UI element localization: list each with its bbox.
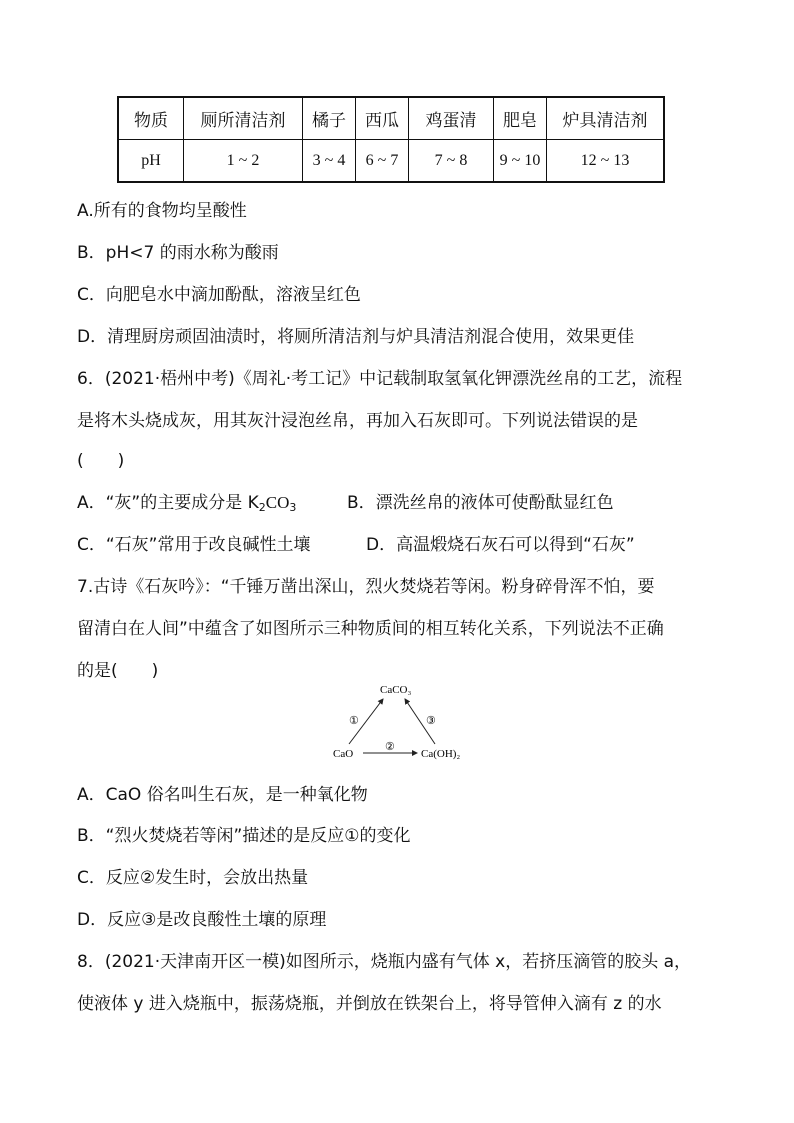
table-cell: 厕所清洁剂 <box>184 97 303 140</box>
table-cell: 12 ~ 13 <box>547 140 665 183</box>
node-cao: CaO <box>333 748 354 760</box>
q5-option-b: B．pH<7 的雨水称为酸雨 <box>77 243 279 263</box>
q6-option-a-sub: 2 <box>258 501 266 514</box>
table-cell: 1 ~ 2 <box>184 140 303 183</box>
label-step-2: ② <box>385 741 395 753</box>
q8-stem-line-2: 使液体 y 进入烧瓶中，振荡烧瓶，并倒放在铁架台上，将导管伸入滴有 z 的水 <box>77 994 662 1014</box>
q6-stem-line-2: 是将木头烧成灰，用其灰汁浸泡丝帛，再加入石灰即可。下列说法错误的是 <box>77 411 638 431</box>
table-cell: 3 ~ 4 <box>303 140 356 183</box>
q6-option-a-text: A．“灰”的主要成分是 K <box>77 493 259 513</box>
q7-stem-line-3: 的是( ) <box>77 661 159 681</box>
q7-stem-line-1: 7.古诗《石灰吟》：“千锤万凿出深山，烈火焚烧若等闲。粉身碎骨浑不怕，要 <box>77 577 655 597</box>
q6-stem-line-1: 6．(2021·梧州中考)《周礼·考工记》中记载制取氢氧化钾漂洗丝帛的工艺，流程 <box>77 369 683 389</box>
node-caoh2: Ca(OH)₂ <box>421 748 461 760</box>
q5-option-c: C．向肥皂水中滴加酚酞，溶液呈红色 <box>77 285 361 305</box>
table-cell: 炉具清洁剂 <box>547 97 665 140</box>
table-cell: 7 ~ 8 <box>409 140 494 183</box>
q5-option-d: D．清理厨房顽固油渍时，将厕所清洁剂与炉具清洁剂混合使用，效果更佳 <box>77 327 635 347</box>
node-caco3: CaCO₃ <box>380 684 412 696</box>
q6-answer-blank: ( ) <box>77 451 125 471</box>
q7-option-c: C．反应②发生时，会放出热量 <box>77 868 309 888</box>
conversion-diagram <box>325 680 485 770</box>
ph-table <box>117 96 665 183</box>
table-cell: 西瓜 <box>356 97 409 140</box>
label-step-1: ① <box>349 715 359 727</box>
label-step-3: ③ <box>426 715 436 727</box>
q5-option-a: A.所有的食物均呈酸性 <box>77 201 247 221</box>
q7-stem-line-2: 留清白在人间”中蕴含了如图所示三种物质间的相互转化关系，下列说法不正确 <box>77 619 664 639</box>
q8-stem-line-1: 8．(2021·天津南开区一模)如图所示，烧瓶内盛有气体 x，若挤压滴管的胶头 a， <box>77 952 692 972</box>
q6-option-c: C．“石灰”常用于改良碱性土壤 <box>77 535 311 555</box>
table-row <box>118 140 664 183</box>
q7-option-a: A．CaO 俗名叫生石灰，是一种氧化物 <box>77 785 368 805</box>
table-cell: pH <box>118 140 184 183</box>
table-cell: 物质 <box>118 97 184 140</box>
table-cell: 6 ~ 7 <box>356 140 409 183</box>
table-cell: 鸡蛋清 <box>409 97 494 140</box>
table-cell: 橘子 <box>303 97 356 140</box>
q6-option-b: B．漂洗丝帛的液体可使酚酞显红色 <box>347 493 614 513</box>
q7-option-b: B．“烈火焚烧若等闲”描述的是反应①的变化 <box>77 826 411 846</box>
table-cell: 肥皂 <box>494 97 547 140</box>
q6-option-a <box>77 488 296 514</box>
q6-option-a-sub2: 3 <box>289 501 297 514</box>
table-cell: 9 ~ 10 <box>494 140 547 183</box>
q6-option-a-suffix: CO <box>265 493 290 512</box>
table-header-row <box>118 97 664 140</box>
q7-option-d: D．反应③是改良酸性土壤的原理 <box>77 910 327 930</box>
q6-option-d: D．高温煅烧石灰石可以得到“石灰” <box>366 535 635 555</box>
